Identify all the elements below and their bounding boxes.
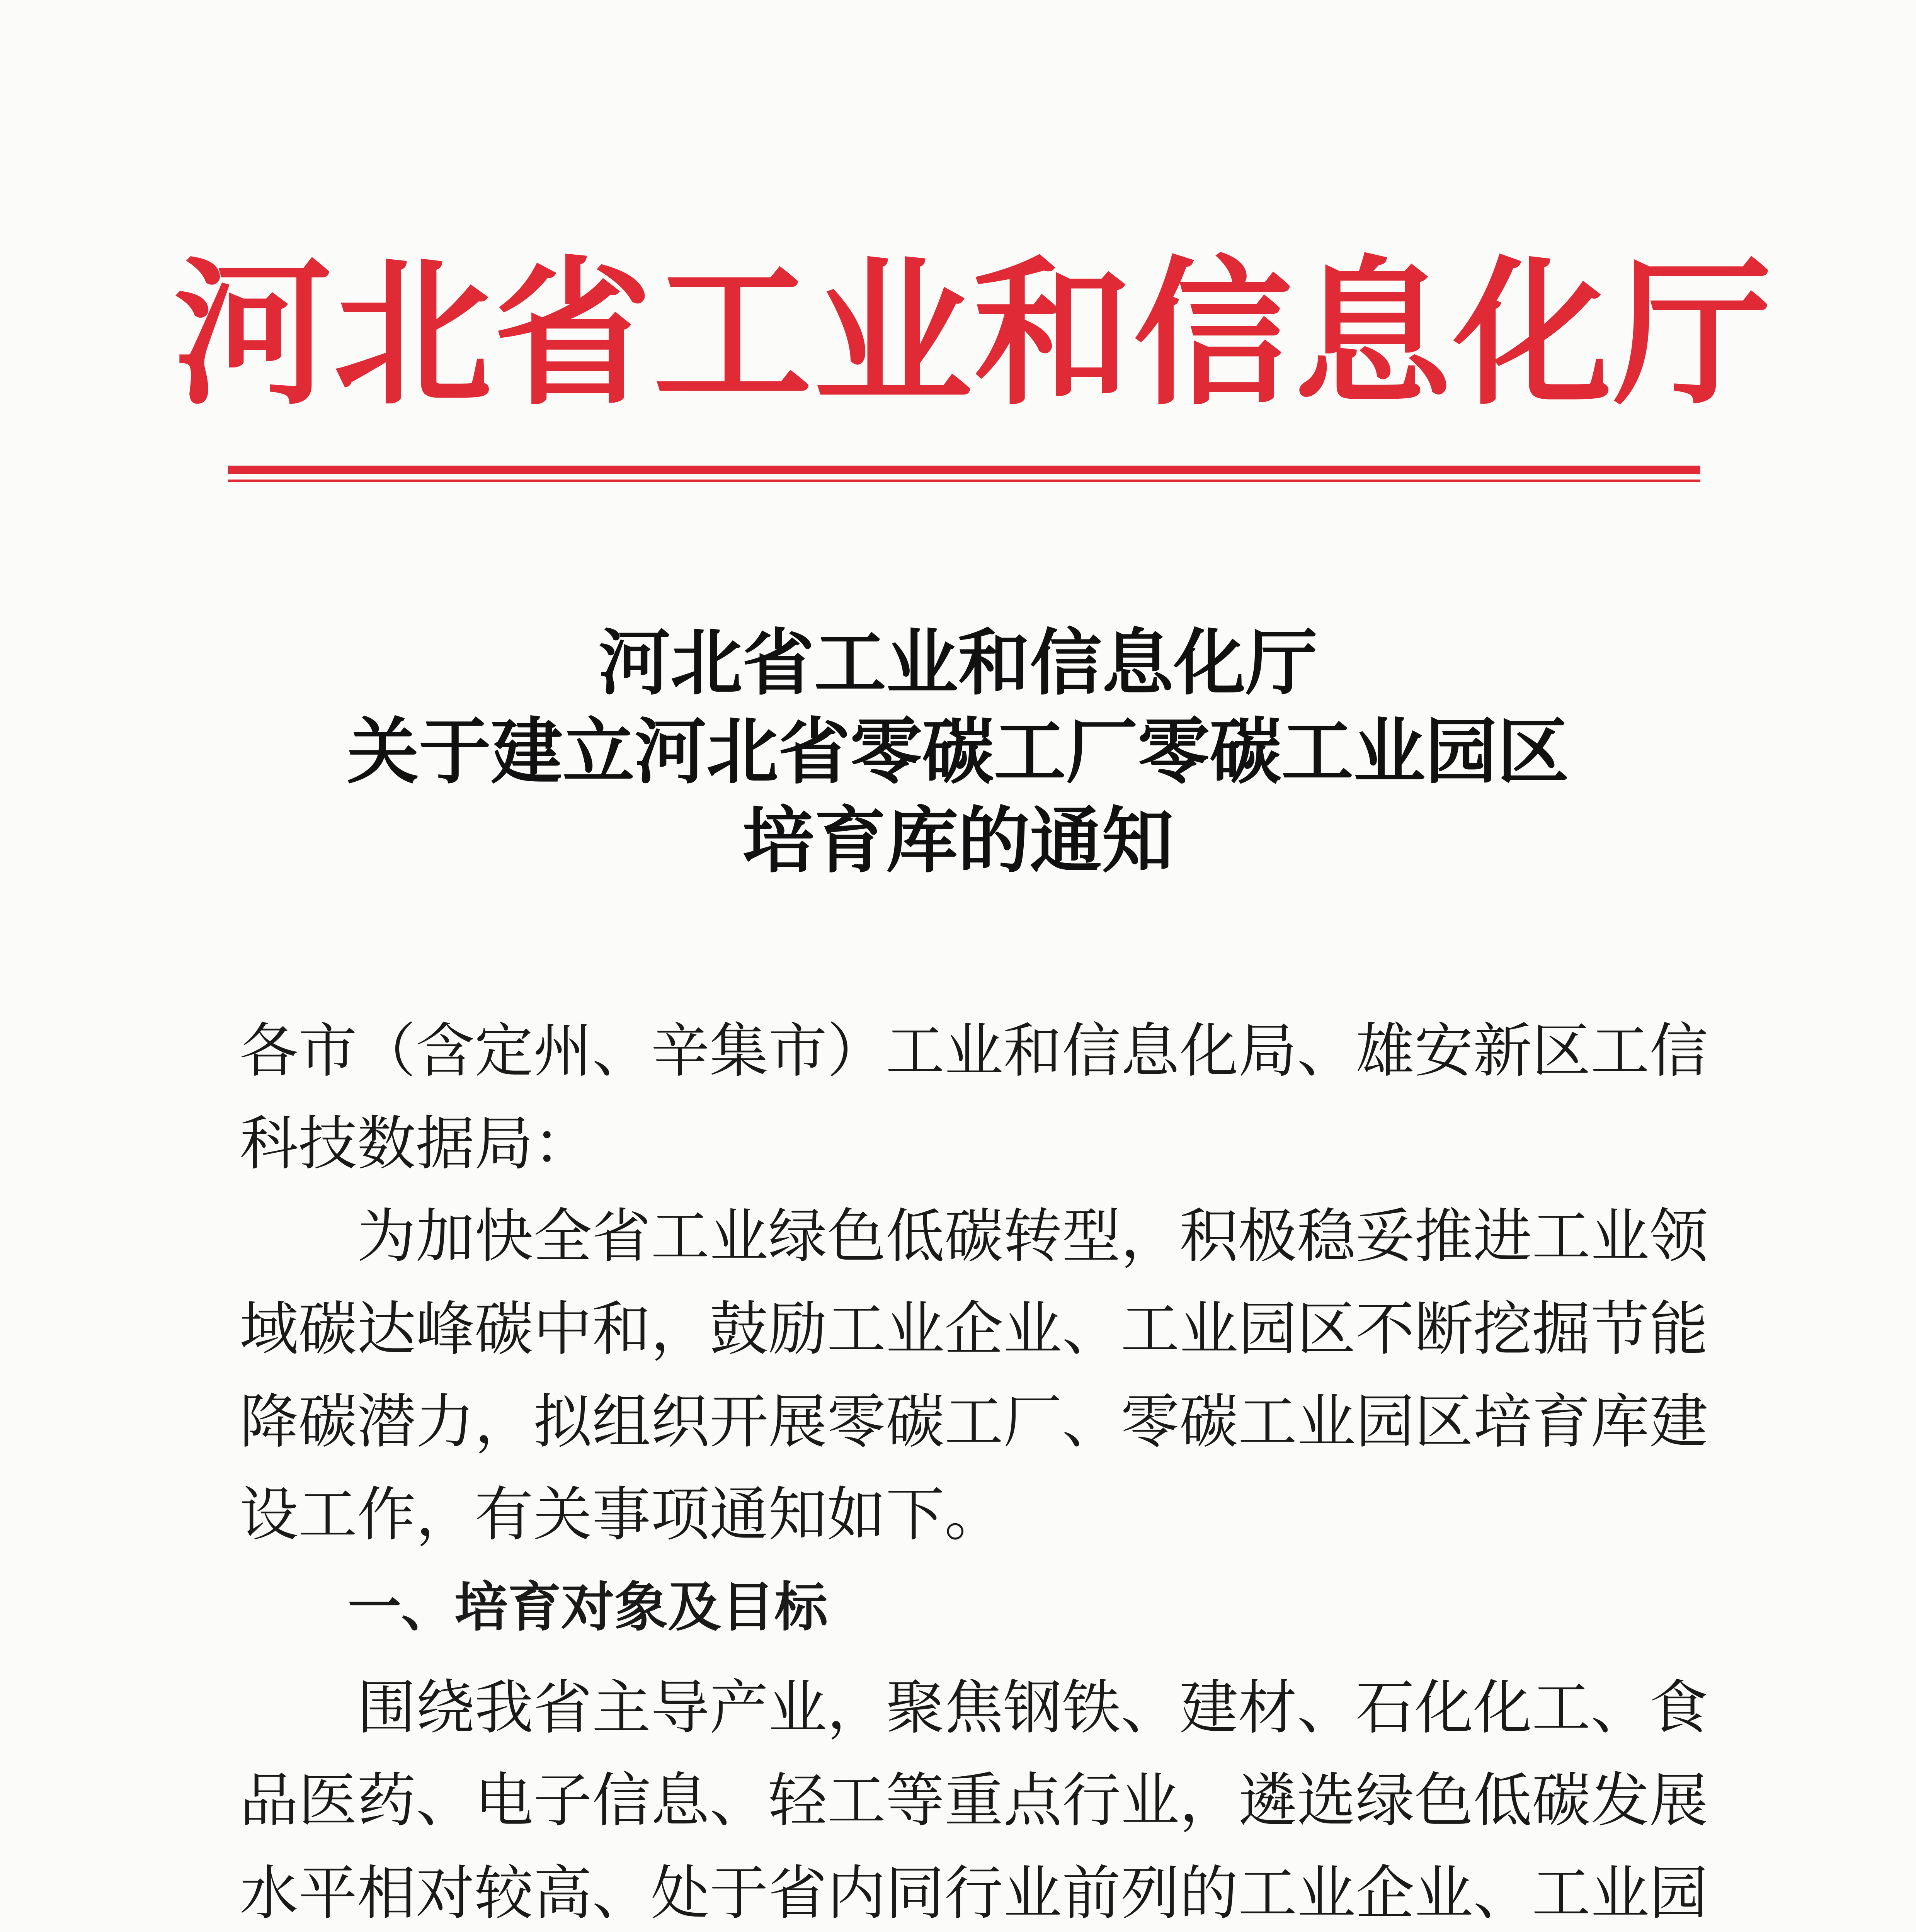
section-paragraph: 围绕我省主导产业，聚焦钢铁、建材、石化化工、食品医药、电子信息、轻工等重点行业，遴选绿色低碳发展水平相对较高、处于省内同行业前列的工业企业、工业园 [240, 1673, 1708, 1927]
title-line-1: 河北省工业和信息化厅 [598, 620, 1317, 705]
salutation: 各市（含定州、辛集市）工业和信息化局、雄安新区工信科技数据局： [240, 1017, 1708, 1178]
title-line-3: 培育库的通知 [742, 798, 1174, 883]
intro-paragraph: 为加快全省工业绿色低碳转型，积极稳妥推进工业领域碳达峰碳中和，鼓励工业企业、工业园区不断挖掘节能降碳潜力，拟组织开展零碳工厂、零碳工业园区培育库建设工作，有关事项通知如下。 [240, 1202, 1708, 1549]
document-title [0, 618, 1916, 885]
title-line-2: 关于建立河北省零碳工厂零碳工业园区 [347, 709, 1569, 794]
letterhead-title: 河北省工业和信息化厅 [174, 242, 1773, 427]
section-heading: 一、培育对象及目标 [348, 1576, 828, 1638]
letterhead-divider [228, 466, 1700, 482]
